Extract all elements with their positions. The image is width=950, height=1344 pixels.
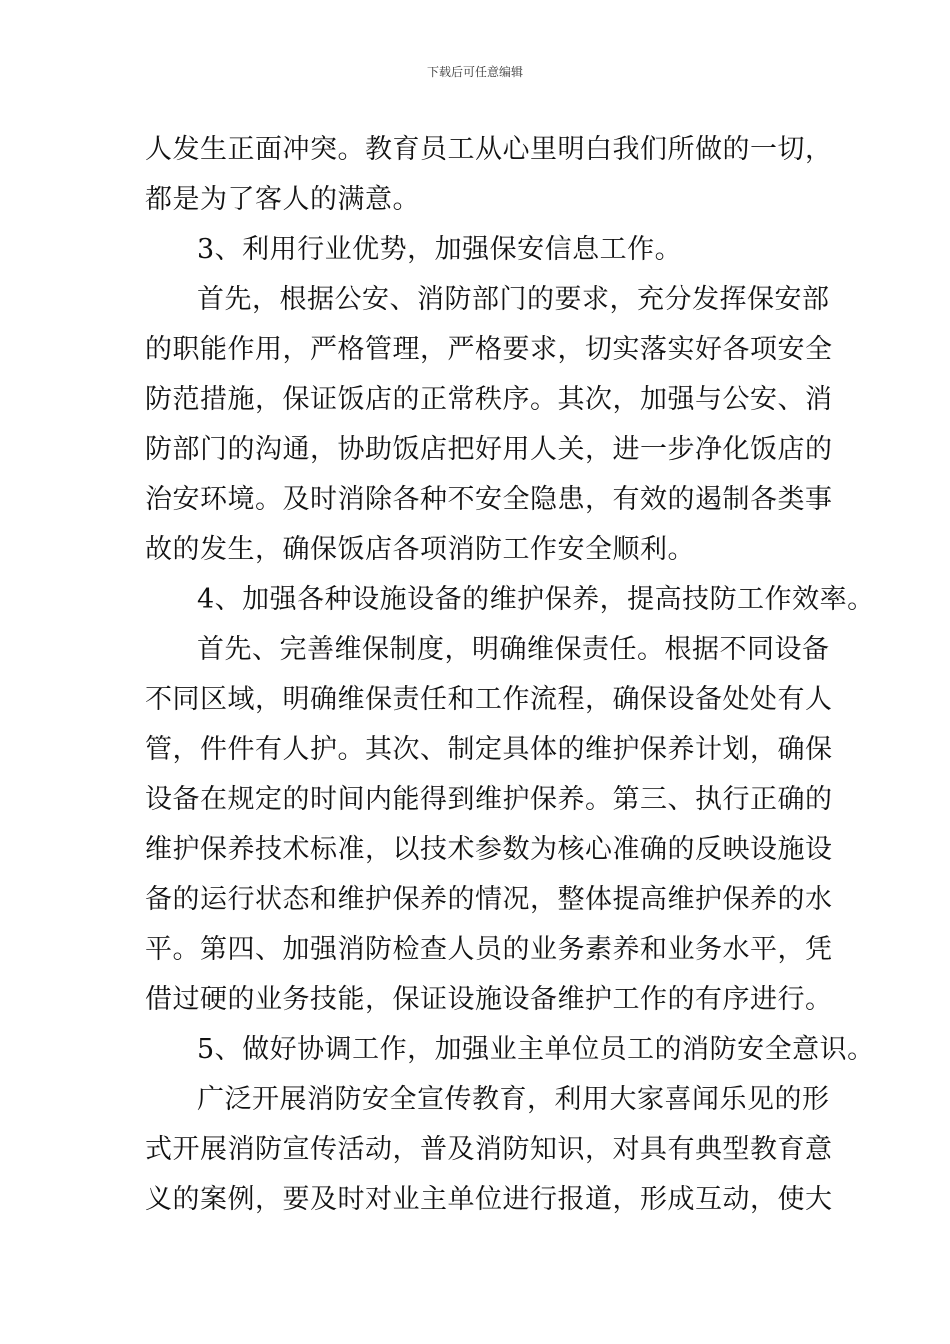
text-line: 平。第四、加强消防检查人员的业务素养和业务水平，凭 bbox=[145, 934, 833, 965]
text-line: 防部门的沟通，协助饭店把好用人关，进一步净化饭店的 bbox=[145, 434, 833, 465]
text-line: 的职能作用，严格管理，严格要求，切实落实好各项安全 bbox=[145, 334, 833, 365]
text-line: 治安环境。及时消除各种不安全隐患，有效的遏制各类事 bbox=[145, 484, 833, 515]
text-line: 人发生正面冲突。教育员工从心里明白我们所做的一切， bbox=[145, 134, 833, 165]
text-line: 广泛开展消防安全宣传教育，利用大家喜闻乐见的形 bbox=[197, 1084, 830, 1115]
text-line: 首先、完善维保制度，明确维保责任。根据不同设备 bbox=[197, 634, 830, 665]
page-header: 下载后可任意编辑 bbox=[426, 65, 523, 79]
text-line: 首先，根据公安、消防部门的要求，充分发挥保安部 bbox=[197, 284, 830, 315]
text-line: 式开展消防宣传活动，普及消防知识，对具有典型教育意 bbox=[145, 1134, 833, 1165]
text-line: 备的运行状态和维护保养的情况，整体提高维护保养的水 bbox=[145, 884, 833, 915]
section-heading: 3、利用行业优势，加强保安信息工作。 bbox=[197, 234, 683, 265]
section-heading: 5、做好协调工作，加强业主单位员工的消防安全意识。 bbox=[197, 1034, 875, 1065]
text-line: 防范措施，保证饭店的正常秩序。其次，加强与公安、消 bbox=[145, 384, 833, 415]
text-line: 维护保养技术标准，以技术参数为核心准确的反映设施设 bbox=[145, 834, 833, 865]
text-line: 不同区域，明确维保责任和工作流程，确保设备处处有人 bbox=[145, 684, 833, 715]
text-line: 义的案例，要及时对业主单位进行报道，形成互动，使大 bbox=[145, 1184, 833, 1215]
text-line: 借过硬的业务技能，保证设施设备维护工作的有序进行。 bbox=[145, 984, 833, 1015]
text-line: 故的发生，确保饭店各项消防工作安全顺利。 bbox=[145, 534, 695, 565]
section-heading: 4、加强各种设施设备的维护保养，提高技防工作效率。 bbox=[197, 584, 875, 615]
text-line: 管，件件有人护。其次、制定具体的维护保养计划，确保 bbox=[145, 734, 833, 765]
text-line: 都是为了客人的满意。 bbox=[145, 184, 420, 215]
text-line: 设备在规定的时间内能得到维护保养。第三、执行正确的 bbox=[145, 784, 833, 815]
